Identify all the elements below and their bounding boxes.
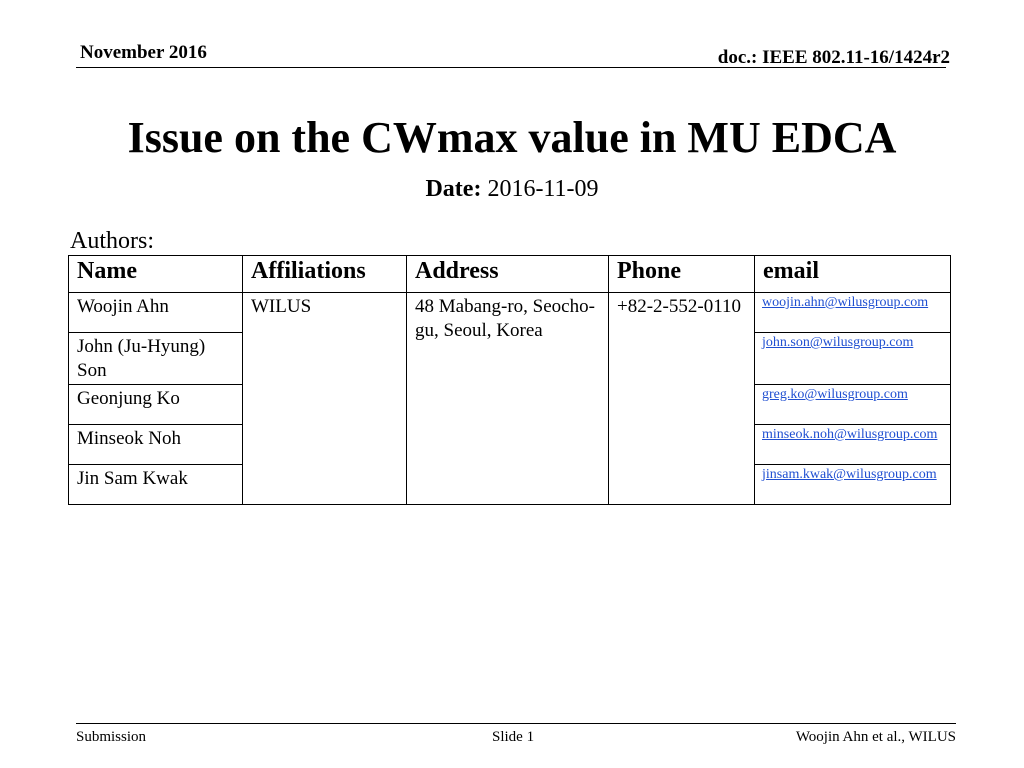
author-email-link[interactable]: minseok.noh@wilusgroup.com	[762, 427, 938, 442]
author-address: 48 Mabang-ro, Seocho-gu, Seoul, Korea	[407, 293, 609, 505]
table-header-row	[69, 256, 951, 293]
author-phone: +82-2-552-0110	[609, 293, 755, 505]
column-header-affiliations: Affiliations	[243, 256, 407, 293]
authors-label: Authors:	[70, 228, 154, 254]
footer-divider	[76, 723, 956, 724]
footer-submission: Submission	[76, 729, 147, 745]
author-email-cell	[755, 385, 951, 425]
author-email-cell	[755, 293, 951, 333]
table-row	[69, 293, 951, 333]
author-email-link[interactable]: jinsam.kwak@wilusgroup.com	[762, 467, 937, 482]
footer-authors: Woojin Ahn et al., WILUS	[795, 729, 956, 745]
header-document-id: doc.: IEEE 802.11-16/1424r2	[717, 47, 950, 68]
column-header-name: Name	[69, 256, 243, 293]
column-header-address: Address	[407, 256, 609, 293]
authors-table	[68, 255, 951, 505]
author-email-link[interactable]: greg.ko@wilusgroup.com	[762, 387, 908, 402]
header-divider	[76, 67, 946, 68]
author-name: Geonjung Ko	[69, 385, 243, 425]
footer-slide-number: Slide 1	[492, 729, 535, 745]
date-value: 2016-11-09	[487, 176, 599, 202]
author-email-cell	[755, 465, 951, 505]
author-email-link[interactable]: john.son@wilusgroup.com	[762, 335, 914, 350]
column-header-phone: Phone	[609, 256, 755, 293]
author-name: John (Ju-Hyung) Son	[69, 333, 243, 385]
date-line	[0, 176, 1024, 203]
header-date: November 2016	[80, 42, 207, 63]
author-email-cell	[755, 333, 951, 385]
author-email-cell	[755, 425, 951, 465]
author-affiliation: WILUS	[243, 293, 407, 505]
column-header-email: email	[755, 256, 951, 293]
author-name: Jin Sam Kwak	[69, 465, 243, 505]
slide-title: Issue on the CWmax value in MU EDCA	[127, 113, 897, 162]
author-email-link[interactable]: woojin.ahn@wilusgroup.com	[762, 295, 929, 310]
author-name: Minseok Noh	[69, 425, 243, 465]
date-label: Date:	[425, 176, 482, 202]
author-name: Woojin Ahn	[69, 293, 243, 333]
